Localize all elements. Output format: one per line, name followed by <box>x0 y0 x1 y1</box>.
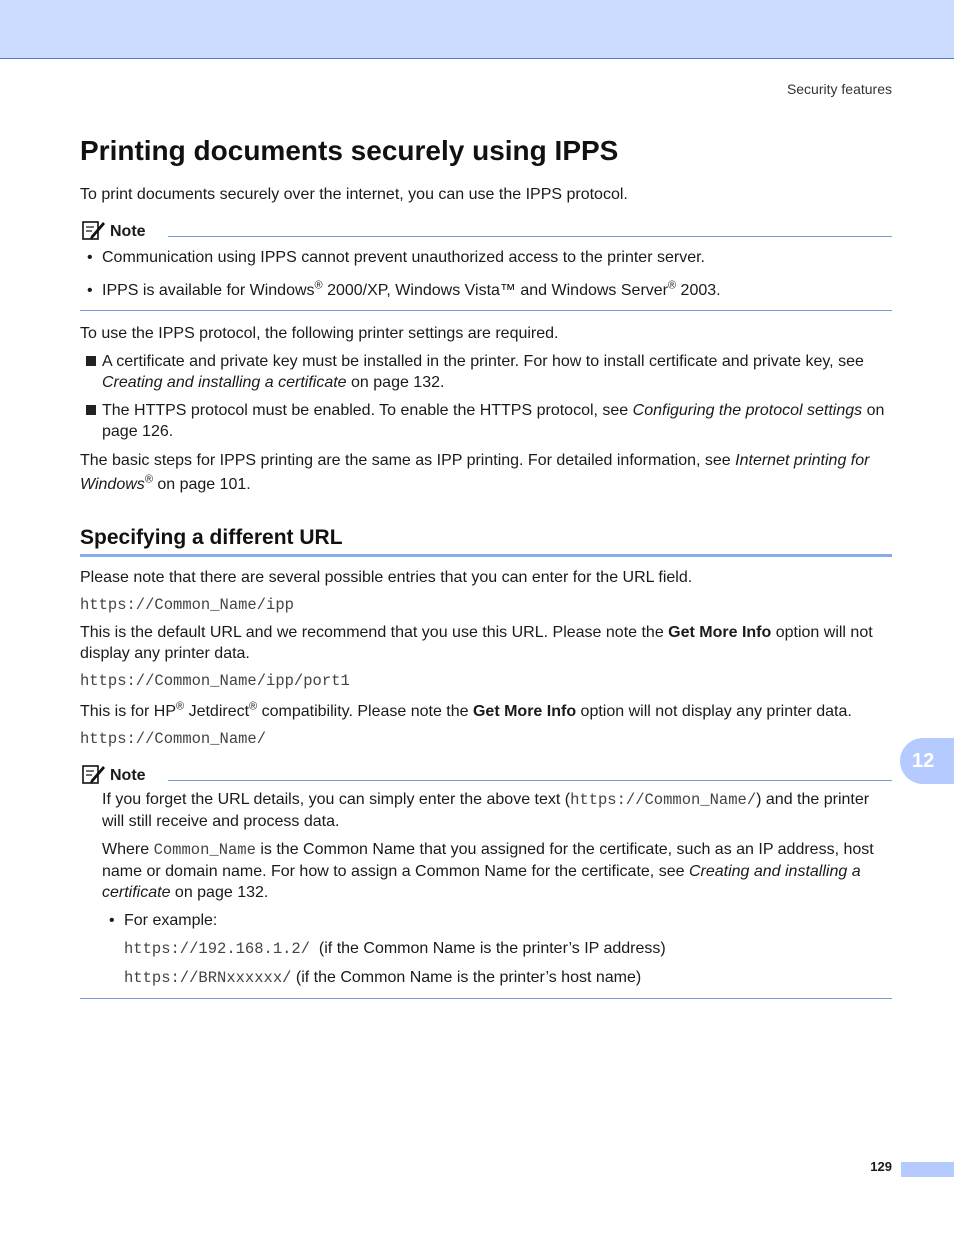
registered-mark: ® <box>314 279 323 292</box>
registered-mark: ® <box>176 700 185 713</box>
page-title: Printing documents securely using IPPS <box>80 135 619 166</box>
note-bullet-2-text: IPPS is available for Windows <box>102 282 315 299</box>
note2-text: on page 132. <box>170 884 269 901</box>
url-description-text: option will not display any printer data. <box>80 624 873 662</box>
running-header: Security features <box>786 81 892 97</box>
inline-code: https://192.168.1.2/ <box>124 940 311 958</box>
basic-steps-text: The basic steps for IPPS printing are the same as IPP printing. For detailed information, see <box>80 452 736 469</box>
note-label: Note <box>110 767 146 784</box>
requirements-intro: To use the IPPS protocol, the following printer settings are required. <box>80 325 559 342</box>
url-description-2 <box>80 700 892 724</box>
bullet-dot: • <box>87 249 93 266</box>
url-example-2: https://Common_Name/ipp/port1 <box>80 672 350 690</box>
url-example-3: https://Common_Name/ <box>80 730 267 748</box>
note-heading <box>80 763 892 785</box>
bullet-dot: • <box>109 912 115 929</box>
square-bullet <box>86 356 96 366</box>
header-band <box>0 0 954 59</box>
cross-reference: Creating and installing a certificate <box>102 863 861 901</box>
note-pencil-icon <box>82 763 106 785</box>
chapter-tab: 12 <box>900 738 954 784</box>
note2-text: If you forget the URL details, you can simply enter the above text ( <box>102 791 571 808</box>
example-ip <box>80 938 892 960</box>
url-intro: Please note that there are several possible entries that you can enter for the URL field. <box>80 569 693 586</box>
url-description-text: compatibility. Please note the <box>257 703 473 720</box>
example-hostname-text: (if the Common Name is the printer’s host name) <box>291 969 642 986</box>
bullet-dot: • <box>87 282 93 299</box>
example-label: For example: <box>124 912 218 929</box>
note2-text: is the Common Name that you assigned for the certificate, such as an IP address, host name or domain name. For how to assign a Common Name for the certificate, see <box>102 841 874 880</box>
basic-steps-text: on page 101. <box>152 476 251 493</box>
url-description-text: option will not display any printer data. <box>576 703 852 720</box>
section-heading: Specifying a different URL <box>80 525 892 557</box>
cross-reference: Internet printing for Windows <box>80 452 870 493</box>
example-ip-text: (if the Common Name is the printer’s IP address) <box>318 940 666 957</box>
note-pencil-icon <box>82 219 106 241</box>
example-bullet <box>102 910 892 931</box>
inline-code: Common_Name <box>153 841 256 859</box>
url-description-text: This is the default URL and we recommend that you use this URL. Please note the <box>80 624 669 641</box>
note-bottom-rule <box>80 310 892 311</box>
inline-code: https://BRNxxxxxx/ <box>124 969 292 987</box>
example-hostname <box>80 967 892 989</box>
url-description-text: Jetdirect <box>184 703 250 720</box>
note-bullet-2 <box>80 280 892 301</box>
page-content <box>80 134 892 999</box>
inline-code: https://Common_Name/ <box>570 791 757 809</box>
registered-mark: ® <box>668 279 677 292</box>
note-bottom-rule <box>80 998 892 999</box>
requirement-1-text: on page 132. <box>346 374 445 391</box>
note2-text: Where <box>102 841 154 858</box>
note-bullet-1 <box>80 247 892 268</box>
basic-steps-paragraph <box>80 449 892 497</box>
cross-reference: Configuring the protocol settings <box>632 402 863 419</box>
requirement-1 <box>80 351 892 393</box>
note-label: Note <box>110 223 146 240</box>
requirement-2-text: on page 126. <box>102 402 885 440</box>
cross-reference: Creating and installing a certificate <box>102 374 347 391</box>
note2-paragraph-1 <box>80 789 892 832</box>
url-description-text: This is for HP <box>80 703 177 720</box>
get-more-info-label: Get More Info <box>668 624 772 641</box>
note-bullet-2-text: 2003. <box>676 282 721 299</box>
registered-mark: ® <box>144 473 153 486</box>
note-top-rule <box>168 236 892 237</box>
square-bullet <box>86 405 96 415</box>
note-top-rule <box>168 780 892 781</box>
requirement-2 <box>80 400 892 442</box>
note-bullet-1-text: Communication using IPPS cannot prevent unauthorized access to the printer server. <box>102 249 705 266</box>
intro-paragraph: To print documents securely over the internet, you can use the IPPS protocol. <box>80 186 628 203</box>
registered-mark: ® <box>249 700 258 713</box>
note2-text: ) and the printer will still receive and process data. <box>102 791 870 830</box>
get-more-info-label: Get More Info <box>472 703 577 720</box>
url-description-1 <box>80 622 892 664</box>
page-number: 129 <box>870 1159 892 1174</box>
note-bullet-2-text: 2000/XP, Windows Vista™ and Windows Server <box>322 282 668 299</box>
requirement-2-text: The HTTPS protocol must be enabled. To enable the HTTPS protocol, see <box>102 402 633 419</box>
note-heading <box>80 219 892 241</box>
page-number-bar <box>901 1162 954 1177</box>
requirement-1-text: A certificate and private key must be installed in the printer. For how to install certificate and private key, see <box>102 353 864 370</box>
url-example-1: https://Common_Name/ipp <box>80 596 294 614</box>
note2-paragraph-2 <box>80 839 892 903</box>
